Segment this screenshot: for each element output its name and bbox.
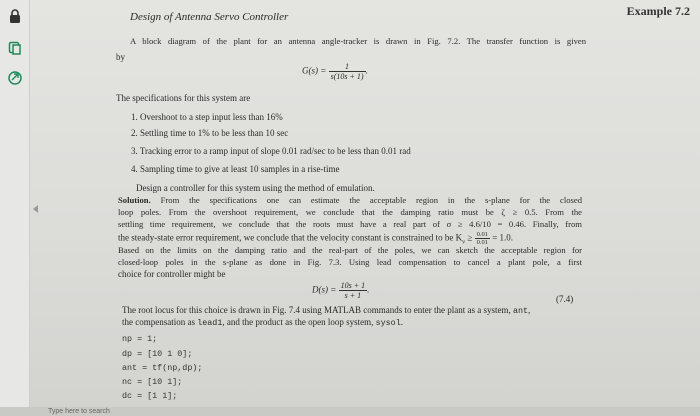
code-line: np = 1; [122,334,158,344]
solution-text: the steady-state error requirement, we conclude that the velocity constant is constrained to be K [118,232,463,243]
code-sysol: sysol [375,318,401,328]
rootlocus-text: , and the product as the open loop system, [222,317,376,327]
solution-text: = 1.0. [489,232,514,243]
eq-d-denominator: s + 1 [344,291,362,300]
code-line: ant = tf(np,dp); [122,363,203,373]
eq-g-lhs: G(s) = [302,65,327,76]
rootlocus-text: The root locus for this choice is drawn in Fig. 7.4 using [122,305,324,315]
rootlocus-text: the compensation as [122,317,198,327]
code-line: dc = [1 1]; [122,391,178,401]
solution-text: From the specifications one can estimate the acceptable region in the s-plane for the closed [160,195,582,205]
code-line: nc = [10 1]; [122,377,183,387]
eq-d-tail: . [367,284,370,295]
solution-text: ≥ [465,232,475,243]
matlab-label: MATLAB [323,305,361,315]
eq-g-numerator: 1 [329,62,366,72]
rootlocus-line-2 [122,317,403,329]
link-icon[interactable] [7,70,23,86]
spec-item: 3. Tracking error to a ramp input of slope 0.01 rad/sec to be less than 0.01 rad [131,146,411,156]
code-line: dp = [10 1 0]; [122,349,193,359]
subscript-v: v [462,239,466,246]
taskbar-search[interactable]: Type here to search [48,408,110,415]
specs-intro: The specifications for this system are [116,93,251,103]
left-toolbar [0,0,30,416]
intro-line-1: A block diagram of the plant for an antenna angle-tracker is drawn in Fig. 7.2. The transfer function is given [130,36,586,46]
spec-item: 2. Settling time to 1% to be less than 10 sec [131,128,289,138]
copy-page-icon[interactable] [7,40,23,56]
page-title: Design of Antenna Servo Controller [130,11,289,23]
eq-g-denominator: s(10s + 1) [330,72,364,81]
spec-item: 4. Sampling time to give at least 10 samples in a rise-time [131,164,340,174]
lock-icon[interactable] [7,8,23,24]
rootlocus-text: . [400,317,403,327]
spec-item: 1. Overshoot to a step input less than 16% [131,112,283,122]
equation-number: (7.4) [556,294,574,304]
rootlocus-text: commands to enter the plant as a system, [361,305,513,315]
equation-g [302,62,368,81]
solution-line-5: Based on the limits on the damping ratio and the real-part of the poles, we can sketch the acceptable region for [118,245,582,255]
code-lead1: lead1 [197,318,223,328]
intro-line-2: by [116,52,125,62]
solution-line-2: loop poles. From the overshoot requirement, we conclude that the damping ratio must be ζ ≥ 0.5. From the [118,207,582,217]
eq-g-fraction [329,62,366,81]
eq-d-numerator: 10s + 1 [340,281,366,290]
rootlocus-text: , [528,305,531,315]
solution-label: Solution. [118,195,151,205]
kv-fraction [475,231,490,246]
code-ant: ant [512,306,529,316]
kv-numerator: 0.01 [476,231,488,238]
solution-line-3: settling time requirement, we conclude that the roots must have a real part of σ ≥ 4.6/10 = 0.46. Finally, from [118,219,582,229]
rootlocus-line-1 [122,305,530,317]
solution-line-1 [118,195,582,206]
eq-g-tail: . [365,65,368,76]
kv-denominator: 0.01 [476,239,488,246]
equation-d [312,281,369,300]
eq-d-fraction [339,281,368,300]
design-line: Design a controller for this system using the method of emulation. [136,183,375,193]
page-prev-arrow-icon[interactable] [33,205,38,213]
solution-line-7: choice for controller might be [118,269,226,279]
solution-line-6: closed-loop poles in the s-plane as done in Fig. 7.3. Using lead compensation to cancel a plant pole, a first [118,257,582,267]
eq-d-lhs: D(s) = [312,284,337,295]
example-label: Example 7.2 [626,4,690,18]
